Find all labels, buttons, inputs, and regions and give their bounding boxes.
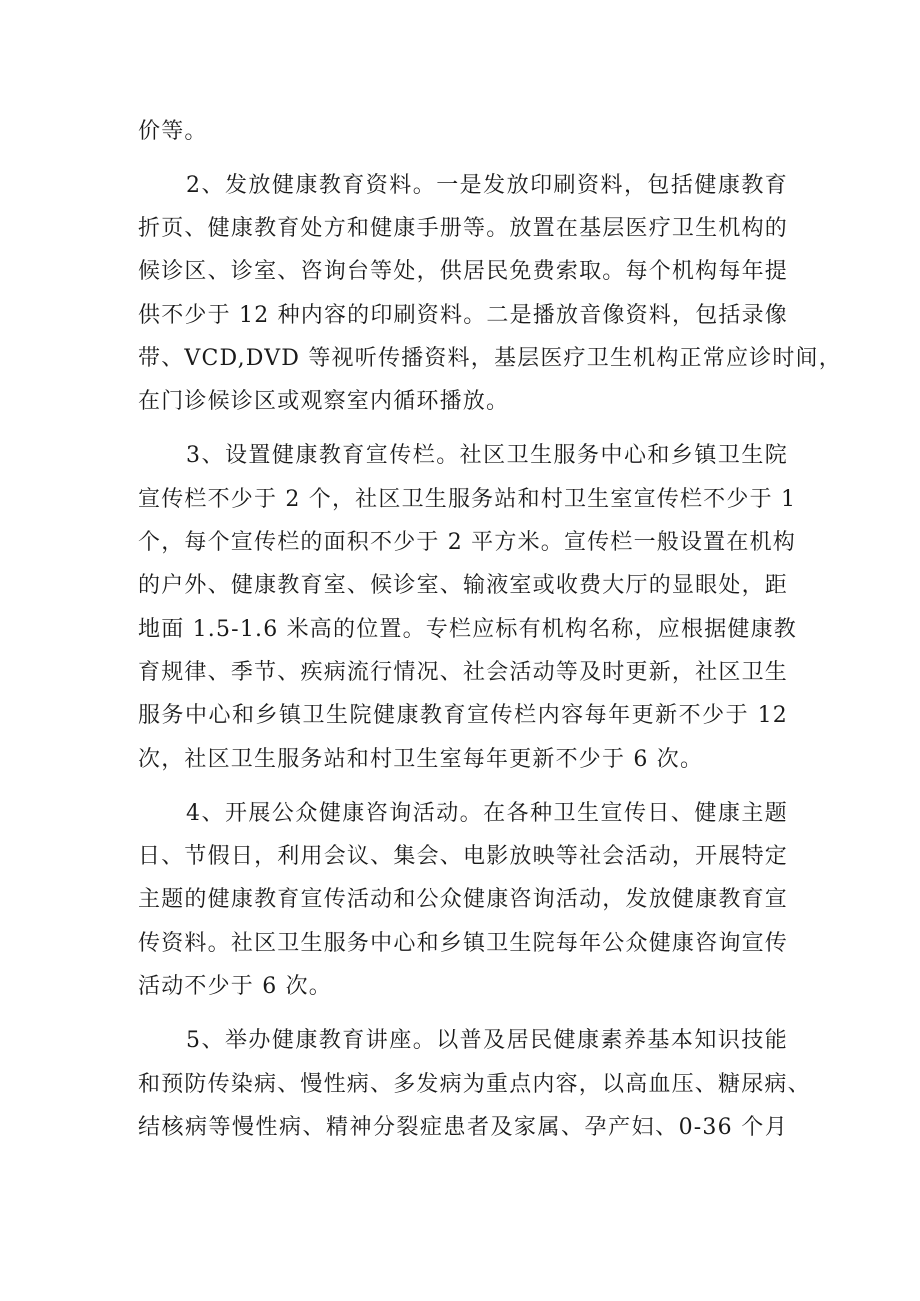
text-line: 地面 1.5-1.6 米高的位置。专栏应标有机构名称，应根据健康教	[138, 617, 797, 642]
paragraph-4-first-line: 4、开展公众健康咨询活动。在各种卫生宣传日、健康主题	[186, 801, 788, 826]
text-line: 主题的健康教育宣传活动和公众健康咨询活动，发放健康教育宣	[138, 887, 788, 912]
text-line: 活动不少于 6 次。	[138, 974, 332, 999]
text-line: 结核病等慢性病、精神分裂症患者及家属、孕产妇、0-36 个月	[138, 1115, 788, 1140]
text-line: 次，社区卫生服务站和村卫生室每年更新不少于 6 次。	[138, 747, 704, 772]
text-line: 折页、健康教育处方和健康手册等。放置在基层医疗卫生机构的	[138, 216, 788, 241]
text-line: 日、节假日，利用会议、集会、电影放映等社会活动，开展特定	[138, 844, 788, 869]
text-line: 在门诊候诊区或观察室内循环播放。	[138, 389, 510, 414]
text-line: 候诊区、诊室、咨询台等处，供居民免费索取。每个机构每年提	[138, 259, 788, 284]
text-line: 个，每个宣传栏的面积不少于 2 平方米。宣传栏一般设置在机构	[138, 530, 796, 555]
text-line: 宣传栏不少于 2 个，社区卫生服务站和村卫生室宣传栏不少于 1	[138, 487, 797, 512]
text-line: 价等。	[138, 119, 208, 144]
text-line: 带、VCD,DVD 等视听传播资料，基层医疗卫生机构正常应诊时间，	[138, 346, 842, 371]
paragraph-3-first-line: 3、设置健康教育宣传栏。社区卫生服务中心和乡镇卫生院	[186, 443, 788, 468]
paragraph-5-first-line: 5、举办健康教育讲座。以普及居民健康素养基本知识技能	[186, 1028, 788, 1053]
text-line: 传资料。社区卫生服务中心和乡镇卫生院每年公众健康咨询宣传	[138, 931, 788, 956]
paragraph-2-first-line: 2、发放健康教育资料。一是发放印刷资料，包括健康教育	[186, 173, 788, 198]
text-line: 服务中心和乡镇卫生院健康教育宣传栏内容每年更新不少于 12	[138, 703, 788, 728]
text-line: 的户外、健康教育室、候诊室、输液室或收费大厅的显眼处，距	[138, 573, 788, 598]
text-line: 育规律、季节、疾病流行情况、社会活动等及时更新，社区卫生	[138, 660, 788, 685]
text-line: 供不少于 12 种内容的印刷资料。二是播放音像资料，包括录像	[138, 303, 788, 328]
text-line: 和预防传染病、慢性病、多发病为重点内容，以高血压、糖尿病、	[138, 1072, 811, 1097]
